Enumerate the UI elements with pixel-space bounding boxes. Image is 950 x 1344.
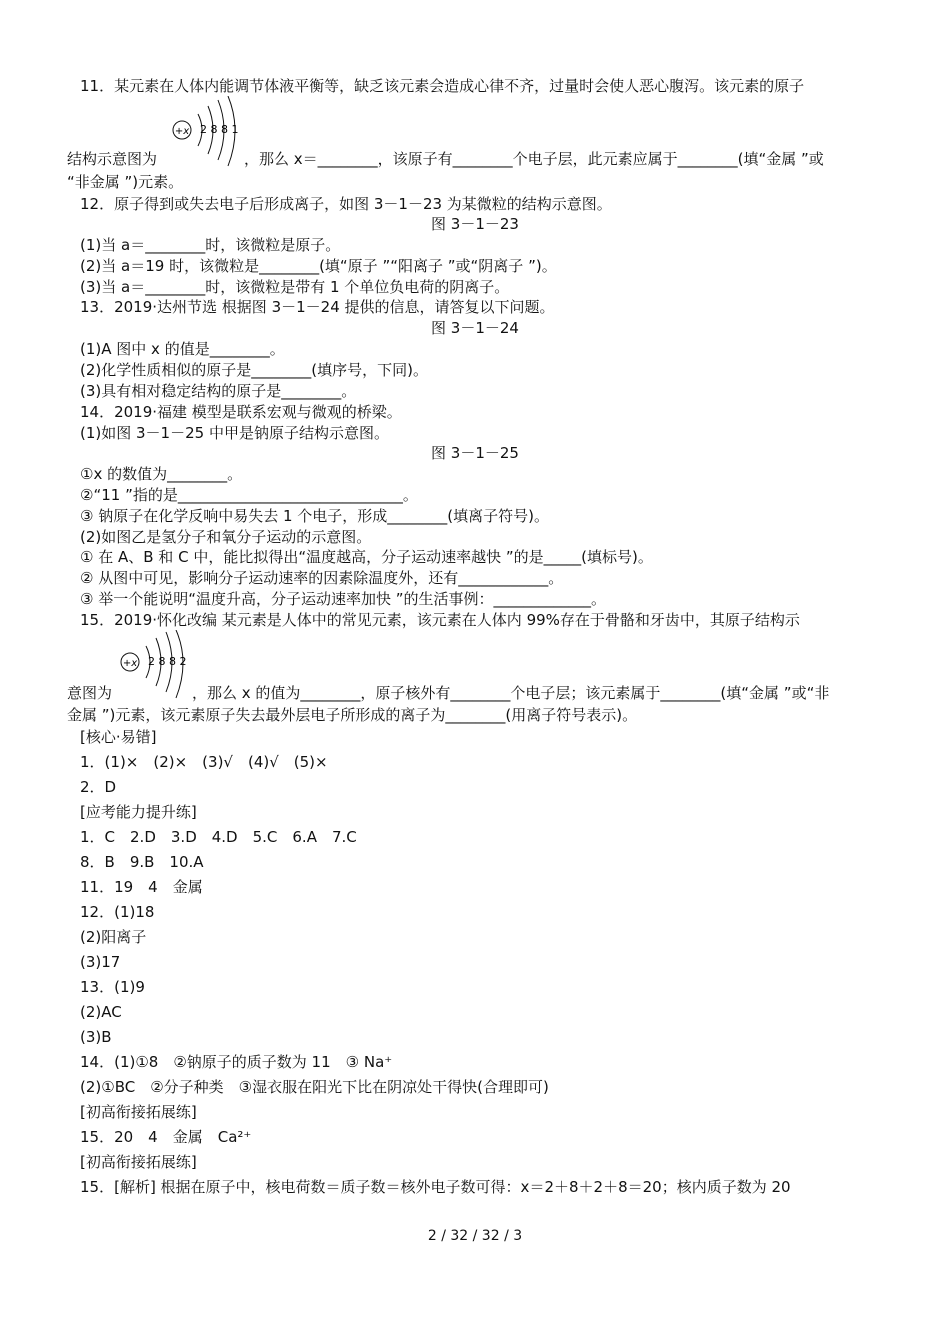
q11-nucleus-label: +x — [174, 126, 190, 137]
answer-line: 13．(1)9 — [80, 978, 145, 996]
q12-part2: (2)当 a＝19 时，该微粒是________(填“原子 ”“阳离子 ”或“阴离子 ”)。 — [80, 257, 557, 275]
answer-line: 14．(1)①8 ②钠原子的质子数为 11 ③ Na⁺ — [80, 1053, 393, 1071]
answer-line: (3)B — [80, 1028, 112, 1046]
answer-line: (2)AC — [80, 1003, 122, 1021]
answer-line: 2．D — [80, 778, 117, 796]
answer-line: (2)阳离子 — [80, 928, 147, 946]
q13-part3: (3)具有相对稳定结构的原子是________。 — [80, 382, 357, 400]
q11-line3: “非金属 ”)元素。 — [67, 173, 184, 191]
answer-line: 15．20 4 金属 Ca²⁺ — [80, 1128, 252, 1146]
q14-part2-sub3: ③ 举一个能说明“温度升高，分子运动速率加快 ”的生活事例：_____________。 — [80, 590, 607, 608]
q11-atom-diagram — [170, 96, 250, 168]
q13-part1: (1)A 图中 x 的值是________。 — [80, 340, 285, 358]
q14-line1: 14．2019·福建 模型是联系宏观与微观的桥梁。 — [80, 403, 402, 421]
q15-line2a: 意图为 — [67, 684, 113, 702]
q12-part3: (3)当 a＝________时，该微粒是带有 1 个单位负电荷的阴离子。 — [80, 278, 510, 296]
q15-atom-diagram — [118, 630, 198, 702]
q12-figure-caption: 图 3－1－23 — [431, 215, 519, 233]
answer-heading-extension: [初高衔接拓展练] — [80, 1153, 197, 1171]
answer-heading-core: [核心·易错] — [80, 728, 157, 746]
q14-sub2: ②“11 ”指的是______________________________。 — [80, 486, 418, 504]
q15-nucleus-label: +x — [122, 658, 138, 669]
q14-sub3: ③ 钠原子在化学反响中易失去 1 个电子，形成________(填离子符号)。 — [80, 507, 550, 525]
page-footer: 2 / 32 / 32 / 3 — [427, 1228, 523, 1244]
q12-line1: 12．原子得到或失去电子后形成离子，如图 3－1－23 为某微粒的结构示意图。 — [80, 195, 612, 213]
q11-line2b: ，那么 x＝________，该原子有________个电子层，此元素应属于________(填“金属 ”或 — [244, 150, 824, 168]
q15-shell-numbers: 2 8 8 2 — [148, 655, 187, 668]
q15-line1: 15．2019·怀化改编 某元素是人体中的常见元素，该元素在人体内 99%存在于骨骼和牙齿中，其原子结构示 — [80, 611, 800, 629]
q13-part2: (2)化学性质相似的原子是________(填序号，下同)。 — [80, 361, 428, 379]
q14-part2: (2)如图乙是氢分子和氧分子运动的示意图。 — [80, 528, 372, 546]
q14-line2: (1)如图 3－1－25 中甲是钠原子结构示意图。 — [80, 424, 389, 442]
answer-line: 1．(1)× (2)× (3)√ (4)√ (5)× — [80, 753, 328, 771]
q11-line1: 11．某元素在人体内能调节体液平衡等，缺乏该元素会造成心律不齐，过量时会使人恶心腹泻。该元素的原子 — [80, 77, 805, 95]
answer-explanation: 15．[解析] 根据在原子中，核电荷数＝质子数＝核外电子数可得：x＝2＋8＋2＋8＝20；核内质子数为 20 — [80, 1178, 791, 1196]
q15-line2b: ，那么 x 的值为________，原子核外有________个电子层；该元素属于________(填“金属 ”或“非 — [192, 684, 830, 702]
q14-part2-sub2: ② 从图中可见，影响分子运动速率的因素除温度外，还有____________。 — [80, 569, 564, 587]
q14-sub1: ①x 的数值为________。 — [80, 465, 243, 483]
answer-line: 8．B 9.B 10.A — [80, 853, 204, 871]
q13-line1: 13．2019·达州节选 根据图 3－1－24 提供的信息，请答复以下问题。 — [80, 298, 555, 316]
answer-heading-ability: [应考能力提升练] — [80, 803, 197, 821]
q13-figure-caption: 图 3－1－24 — [431, 319, 519, 337]
q12-part1: (1)当 a＝________时，该微粒是原子。 — [80, 236, 341, 254]
answer-line: 12．(1)18 — [80, 903, 155, 921]
answer-line: (3)17 — [80, 953, 121, 971]
answer-heading-extension: [初高衔接拓展练] — [80, 1103, 197, 1121]
q14-figure-caption: 图 3－1－25 — [431, 444, 519, 462]
q15-line3: 金属 ”)元素，该元素原子失去最外层电子所形成的离子为________(用离子符号表示)。 — [67, 706, 638, 724]
answer-line: (2)①BC ②分子种类 ③湿衣服在阳光下比在阴凉处干得快(合理即可) — [80, 1078, 549, 1096]
answer-line: 1．C 2.D 3.D 4.D 5.C 6.A 7.C — [80, 828, 357, 846]
answer-line: 11．19 4 金属 — [80, 878, 203, 896]
q11-line2a: 结构示意图为 — [67, 150, 158, 168]
q14-part2-sub1: ① 在 A、B 和 C 中，能比拟得出“温度越高，分子运动速率越快 ”的是_____(填标号)。 — [80, 548, 653, 566]
q11-shell-numbers: 2 8 8 1 — [200, 123, 239, 136]
